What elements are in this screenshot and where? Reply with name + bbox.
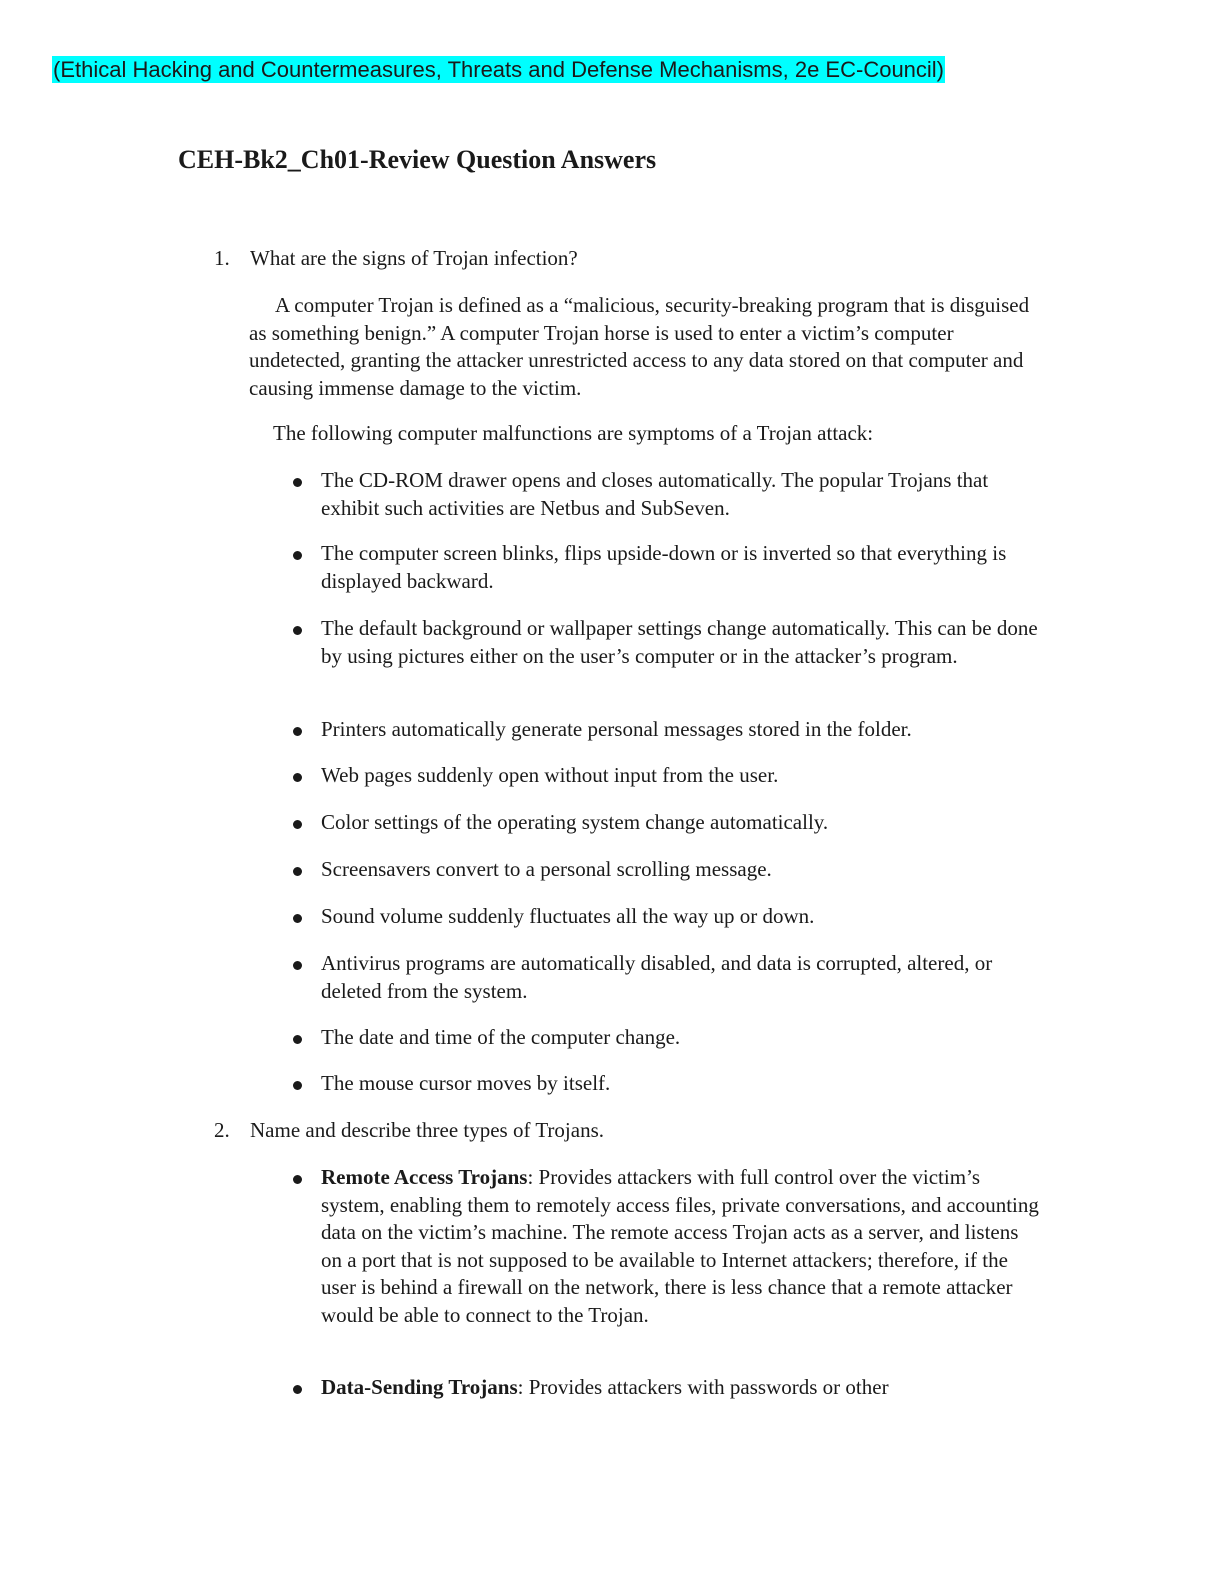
question-text: What are the signs of Trojan infection? [250,246,578,270]
bullet-icon [293,820,302,829]
term-label: Remote Access Trojans [321,1165,528,1189]
bullet-icon [293,1175,302,1184]
term-description: : Provides attackers with passwords or other [517,1375,889,1399]
bullet-icon [293,1385,302,1394]
list-item-text: Screensavers convert to a personal scrolling message. [321,857,772,881]
answer-paragraph [273,420,1063,448]
bullet-icon [293,961,302,970]
bullet-icon [293,867,302,876]
bullet-icon [293,914,302,923]
bullet-icon [293,727,302,736]
paragraph-text: The following computer malfunctions are symptoms of a Trojan attack: [273,421,874,445]
list-item-text: Printers automatically generate personal messages stored in the folder. [321,717,912,741]
bullet-icon [293,626,302,635]
question-number: 1. [214,246,230,270]
term-label: Data-Sending Trojans [321,1375,518,1399]
list-item-text: Antivirus programs are automatically disabled, and data is corrupted, altered, or deleted from the system. [321,951,993,1003]
list-item-text: Web pages suddenly open without input from the user. [321,763,779,787]
question-2 [214,1117,604,1145]
list-item-text: The computer screen blinks, flips upside-down or is inverted so that everything is displayed backward. [321,541,1007,593]
term-description: : Provides attackers with full control over the victim’s system, enabling them to remotely access files, private conversations, and accounting data on the victim’s machine. The remote access Trojan acts as a server, and listens on a port that is not supposed to be available to Internet attackers; therefore, if the user is behind a firewall on the network, there is less chance that a remote attacker would be able to connect to the Trojan. [321,1165,1039,1327]
question-1 [214,245,578,273]
document-title: CEH-Bk2_Ch01-Review Question Answers [178,145,657,174]
list-item-text: The default background or wallpaper settings change automatically. This can be done by using pictures either on the user’s computer or in the attacker’s program. [321,616,1038,668]
list-item-text [321,1164,1043,1329]
bullet-icon [293,1081,302,1090]
paragraph-text: A computer Trojan is defined as a “malicious, security-breaking program that is disguised as something benign.” A computer Trojan horse is used to enter a victim’s computer undetected, granting the attacker unrestricted access to any data stored on that computer and causing immense damage to the victim. [249,293,1030,400]
list-item-text: The mouse cursor moves by itself. [321,1071,611,1095]
list-item-text: Color settings of the operating system change automatically. [321,810,829,834]
list-item-text: Sound volume suddenly fluctuates all the way up or down. [321,904,815,928]
list-item-text: The CD-ROM drawer opens and closes automatically. The popular Trojans that exhibit such activities are Netbus and SubSeven. [321,468,989,520]
bullet-icon [293,773,302,782]
bullet-icon [293,551,302,560]
bullet-icon [293,478,302,487]
list-item-text [321,1374,1043,1402]
question-text: Name and describe three types of Trojans. [250,1118,604,1142]
list-item-text: The date and time of the computer change. [321,1025,681,1049]
question-number: 2. [214,1118,230,1142]
bullet-icon [293,1035,302,1044]
answer-paragraph [249,292,1039,402]
source-citation-banner: (Ethical Hacking and Countermeasures, Threats and Defense Mechanisms, 2e EC-Council) [53,57,945,82]
